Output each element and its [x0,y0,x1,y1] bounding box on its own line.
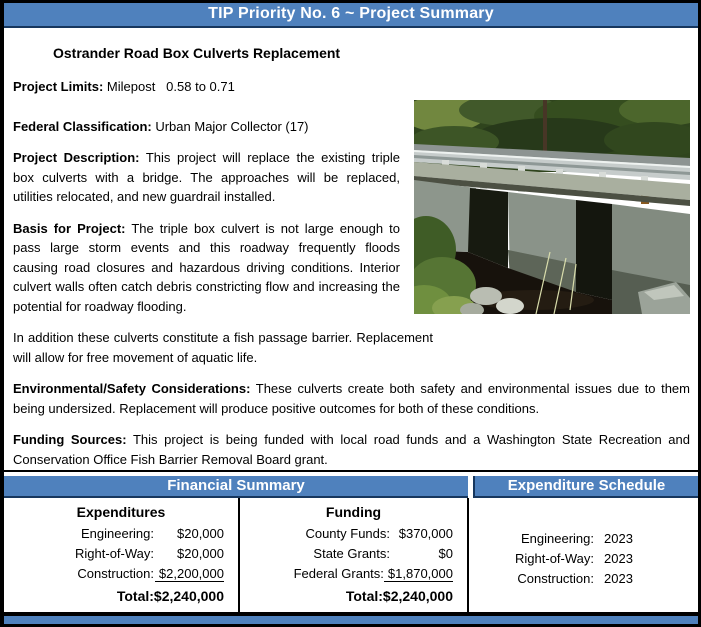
table-row [469,549,698,569]
project-limits-row [13,77,690,97]
fish-passage-paragraph [13,328,433,367]
project-title: Ostrander Road Box Culverts Replacement [53,45,341,61]
schedule-year: 2023 [604,571,633,586]
expenditure-schedule-banner: Expenditure Schedule [473,476,698,498]
financial-table-body [4,498,698,612]
bottom-accent-bar [4,616,698,624]
funding-column [240,498,469,612]
total-label: Total: [345,588,383,604]
table-row [240,564,467,584]
schedule-year: 2023 [604,551,633,566]
expenditure-label: Engineering: [81,526,154,541]
schedule-year: 2023 [604,531,633,546]
expenditure-value: $20,000 [177,546,224,561]
project-photo [414,100,690,314]
table-row [240,544,467,564]
expenditures-column [4,498,240,612]
expenditures-total-row [4,586,238,606]
table-row [4,524,238,544]
funding-value: $0 [438,546,453,561]
financial-summary-banner: Financial Summary [4,476,468,498]
funding-label: County Funds: [305,526,390,541]
expenditure-value: $20,000 [177,526,224,541]
table-row [240,524,467,544]
funding-total-row [240,586,467,606]
basis-for-project-text: The triple box culvert is not large enough to pass large storm events and this roadway frequently floods causing road closures and hazardous driving conditions. Interior culvert walls often catch debris constricting flow and increasing the potential for roadway flooding. [13,220,400,314]
funding-sources-label: Funding Sources: [13,432,127,447]
funding-label: State Grants: [313,546,390,561]
total-value: $2,240,000 [382,588,453,604]
schedule-label: Right-of-Way: [515,551,594,566]
project-description-label: Project Description: [13,150,140,165]
schedule-spacer [469,502,698,529]
table-row [469,529,698,549]
environmental-paragraph [13,379,690,418]
project-description-text: This project will replace the existing triple box culverts with a bridge. The approaches will be replaced, utilities relocated, and new guardrail installed. [13,150,400,204]
funding-sources-text: This project is being funded with local road funds and a Washington State Recreation and Conservation Office Fish Barrier Removal Board grant. [13,432,691,467]
project-limits-label: Project Limits: [13,79,104,94]
table-row [4,544,238,564]
total-label: Total: [116,588,154,604]
financial-banners [4,472,698,498]
total-value: $2,240,000 [153,588,224,604]
expenditures-header: Expenditures [76,504,166,520]
funding-header: Funding [325,504,382,520]
funding-label: Federal Grants: [293,566,384,581]
schedule-label: Engineering: [521,531,594,546]
funding-value [384,564,467,584]
funding-value: $370,000 [398,526,453,541]
page-title-banner: TIP Priority No. 6 ~ Project Summary [4,3,698,28]
expenditure-label: Construction: [77,566,154,581]
culvert-bridge-illustration [414,100,690,314]
underlined-amount: $2,200,000 [155,566,224,582]
expenditure-schedule-column [469,498,698,612]
table-row [4,564,238,584]
basis-for-project-label: Basis for Project: [13,220,126,236]
schedule-label: Construction: [517,571,594,586]
expenditure-value [154,564,238,584]
project-limits-value: Milepost 0.58 to 0.71 [106,79,235,94]
table-row [469,569,698,589]
federal-classification-value: Urban Major Collector (17) [155,118,309,134]
fish-passage-text: In addition these culverts constitute a fish passage barrier. Replacement will allow for free movement of aquatic life. [13,330,433,365]
environmental-text: These culverts create both safety and environmental issues due to them being undersized. Replacement will produce positive outcomes for both of these conditions. [13,381,690,416]
federal-classification-label: Federal Classification: [13,118,152,134]
environmental-label: Environmental/Safety Considerations: [13,381,251,396]
content-area [4,28,698,470]
financial-section [4,470,698,624]
expenditure-label: Right-of-Way: [75,546,154,561]
underlined-amount: $1,870,000 [384,566,453,582]
funding-sources-paragraph [13,430,690,469]
